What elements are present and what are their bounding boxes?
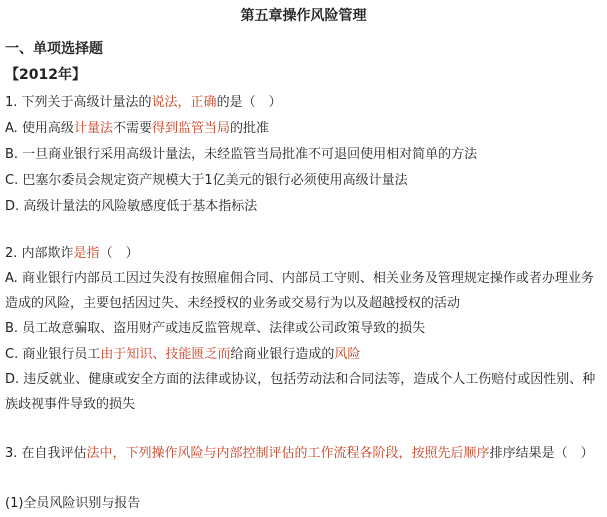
question-1-option-a [5, 119, 605, 138]
question-1-stem [5, 93, 605, 112]
q1-option-a-highlight-1: 计量法 [73, 121, 113, 136]
question-3-stem-end: 排序结果是（ ） [489, 446, 594, 461]
question-1-option-d: D. 高级计量法的风险敏感度低于基本指标法 [5, 199, 258, 214]
question-3-stem-highlight: 法中，下列操作风险与内部控制评估的工作流程各阶段，按照先后顺序 [86, 446, 490, 461]
q2-option-c-middle: 给商业银行造成的 [230, 347, 335, 362]
question-3-stem [5, 441, 605, 466]
q1-option-a-start: A. 使用高级 [5, 121, 74, 136]
question-3-stem-start: 3. 在自我评估 [5, 446, 87, 461]
year-tag: 【2012年】 [5, 67, 86, 83]
q2-option-c-highlight-1: 由于知识、技能匮乏而 [100, 347, 231, 362]
question-2-option-b: B. 员工故意骗取、盗用财产或违反监管规章、法律或公司政策导致的损失 [5, 321, 426, 336]
q1-option-a-highlight-2: 得到监管当局 [151, 121, 230, 136]
q1-option-a-end: 的批准 [229, 121, 269, 136]
question-2-stem-end: （ ） [99, 246, 139, 261]
q2-option-c-start: C. 商业银行员工 [5, 347, 101, 362]
q1-option-a-middle: 不需要 [112, 121, 152, 136]
q2-option-c-highlight-2: 风险 [334, 347, 361, 362]
question-1-option-b: B. 一旦商业银行采用高级计量法，未经监管当局批准不可退回使用相对简单的方法 [5, 147, 478, 162]
question-1-stem-highlight: 说法，正确 [151, 95, 217, 110]
question-2-option-a: A. 商业银行内部员工因过失没有按照雇佣合同、内部员工守则、相关业务及管理规定操作或者办理业务造成的风险，主要包括因过失、未经授权的业务或交易行为以及超越授权的活动 [5, 271, 594, 311]
question-1-stem-start: 1. 下列关于高级计量法的 [5, 95, 152, 110]
section-heading: 一、单项选择题 [5, 41, 103, 57]
question-2-stem [5, 244, 605, 263]
question-2-option-d: D. 违反就业、健康或安全方面的法律或协议，包括劳动法和合同法等，造成个人工伤赔付或因性别、种族歧视事件导致的损失 [5, 372, 596, 412]
question-2-option-c [5, 345, 605, 364]
question-2-stem-start: 2. 内部欺诈 [5, 246, 74, 261]
question-1-option-c: C. 巴塞尔委员会规定资产规模大于1亿美元的银行必须使用高级计量法 [5, 173, 408, 188]
question-2-stem-highlight: 是指 [73, 246, 100, 261]
question-1-stem-end: 的是（ ） [216, 95, 282, 110]
question-3-item-1: (1)全员风险识别与报告 [5, 496, 141, 511]
chapter-title: 第五章操作风险管理 [240, 8, 367, 24]
